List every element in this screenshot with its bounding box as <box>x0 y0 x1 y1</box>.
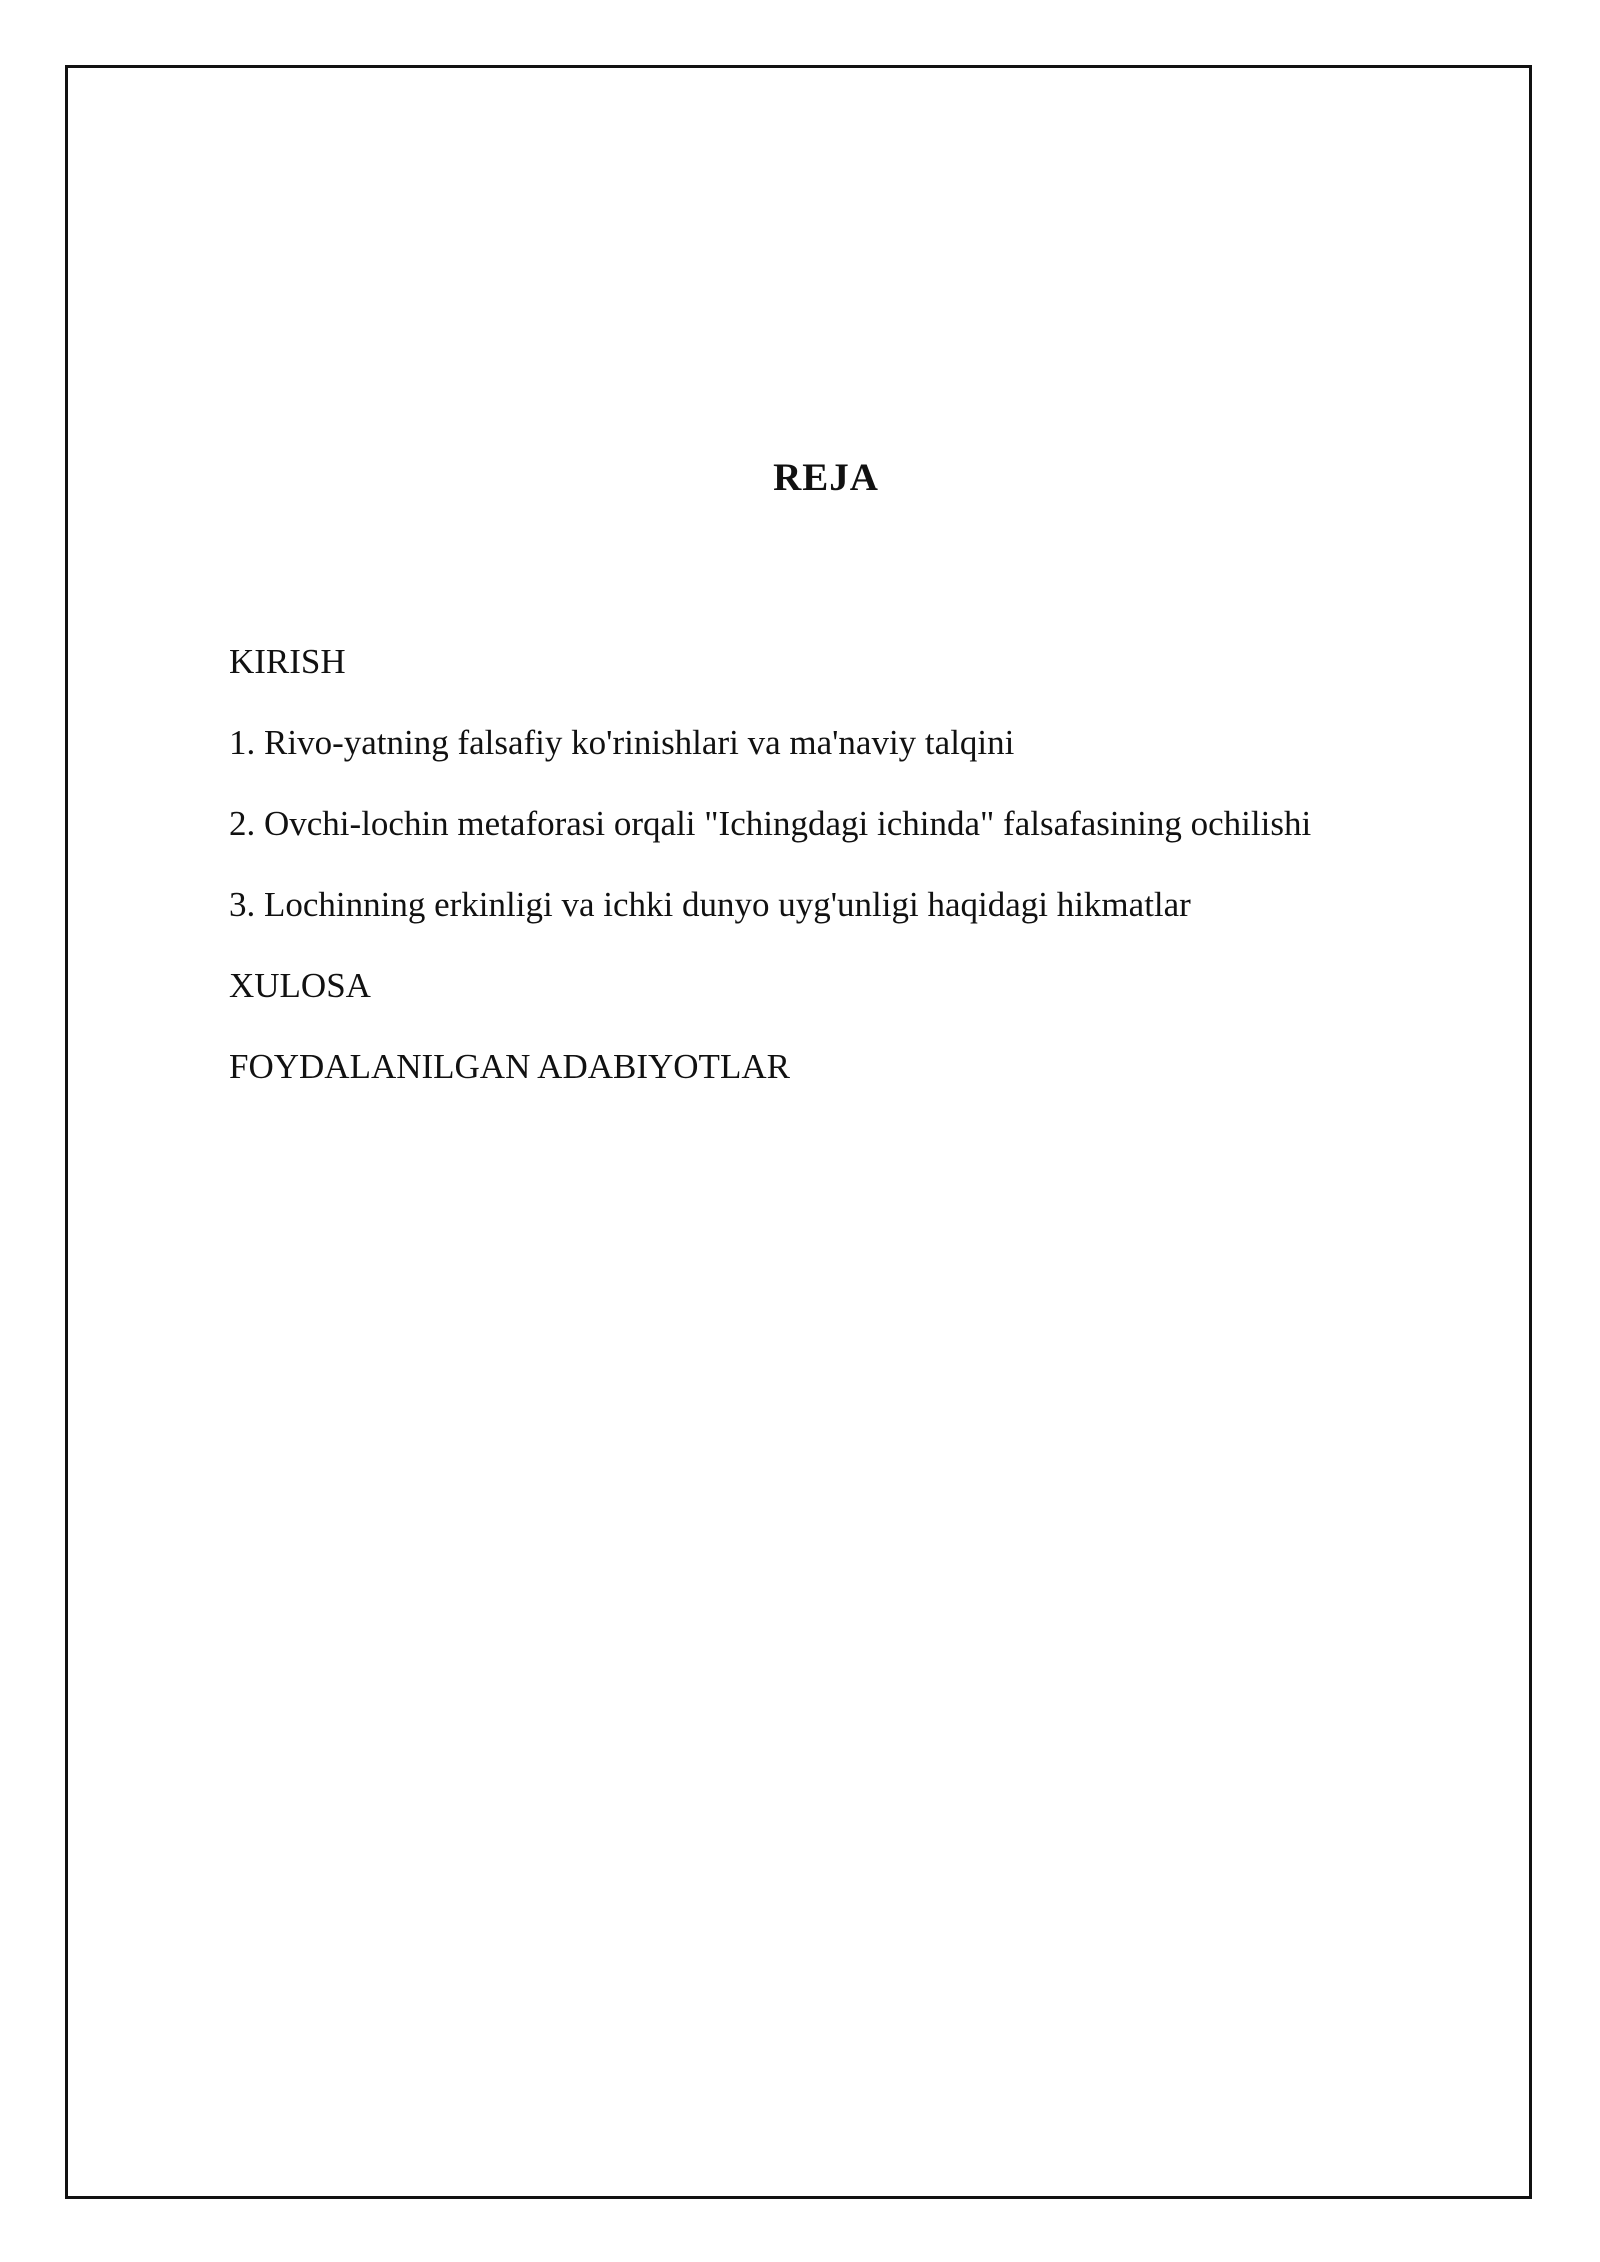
plan-item-introduction: KIRISH <box>229 642 346 681</box>
plan-item-3: 3. Lochinning erkinligi va ichki dunyo uyg'unligi haqidagi hikmatlar <box>229 885 1191 924</box>
plan-item-conclusion: XULOSA <box>229 966 371 1005</box>
plan-item-1: 1. Rivo-yatning falsafiy ko'rinishlari va ma'naviy talqini <box>229 723 1015 762</box>
plan-list <box>229 642 1311 1128</box>
page-title: REJA <box>773 456 879 499</box>
plan-item-references: FOYDALANILGAN ADABIYOTLAR <box>229 1047 790 1086</box>
page-border <box>65 65 1532 2199</box>
plan-item-2: 2. Ovchi-lochin metaforasi orqali "Ichingdagi ichinda" falsafasining ochilishi <box>229 804 1312 843</box>
